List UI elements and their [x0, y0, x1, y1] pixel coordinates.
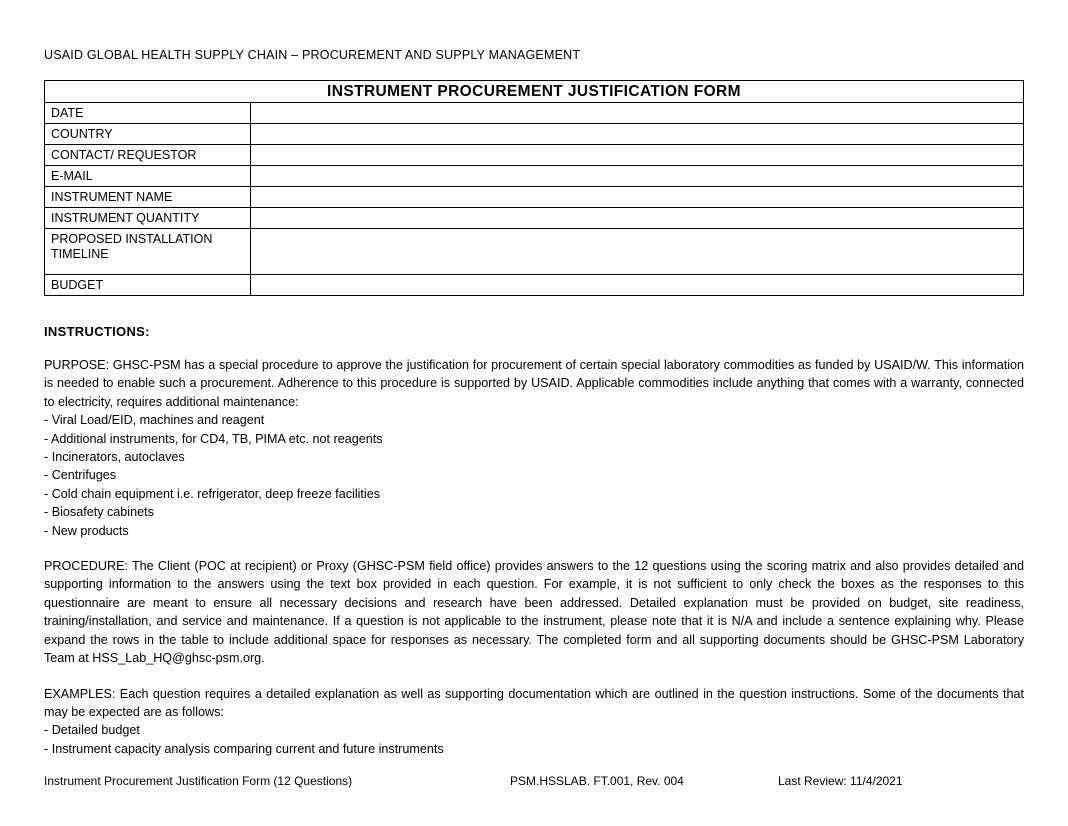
footer-document-name: Instrument Procurement Justification Form (12 Questions) [44, 774, 353, 788]
form-label-date: DATE [45, 103, 251, 124]
form-row-date [45, 103, 1024, 124]
form-row-country [45, 124, 1024, 145]
purpose-list-item: - Additional instruments, for CD4, TB, PIMA etc. not reagents [44, 431, 383, 446]
purpose-list-item: - Viral Load/EID, machines and reagent [44, 413, 265, 428]
form-field-email[interactable] [251, 166, 1024, 187]
footer-last-review: Last Review: 11/4/2021 [778, 774, 903, 788]
form-title-row [45, 81, 1024, 103]
examples-list-item: - Detailed budget [44, 723, 140, 738]
examples-documents-list [44, 721, 1024, 758]
form-field-date[interactable] [251, 103, 1024, 124]
procedure-paragraph: PROCEDURE: The Client (POC at recipient) or Proxy (GHSC-PSM field office) provides answers to the 12 questions using the scoring matrix and also provides detailed and supporting information to the answers using the text box provided in each question. For example, it is not sufficient to only check the boxes as the responses to this questionnaire are meant to ensure all necessary decisions and research have been addressed. Detailed explanation must be provided on budget, site readiness, training/installation, and service and maintenance. If a question is not applicable to the instrument, please note that it is N/A and include a sentence explaining why. Please expand the rows in the table to include additional space for responses as necessary. The completed form and all supporting documents should be GHSC-PSM Laboratory Team at HSS_Lab_HQ@ghsc-psm.org. [44, 559, 1024, 666]
purpose-list-item: - Centrifuges [44, 468, 117, 483]
examples-paragraph: EXAMPLES: Each question requires a detailed explanation as well as supporting documentation which are outlined in the question instructions. Some of the documents that may be expected are as follows: [44, 686, 1024, 719]
instrument-form-table [44, 80, 1024, 296]
purpose-paragraph: PURPOSE: GHSC-PSM has a special procedure to approve the justification for procurement of certain special laboratory commodities as funded by USAID/W. This information is needed to enable such a procurement. Adherence to this procedure is supported by USAID. Applicable commodities include anything that comes with a warranty, connected to electricity, requires additional maintenance: [44, 358, 1024, 409]
purpose-list-item: - Incinerators, autoclaves [44, 450, 185, 465]
form-row-contact-requestor [45, 145, 1024, 166]
form-field-instrument-quantity[interactable] [251, 208, 1024, 229]
form-label-installation-timeline: PROPOSED INSTALLATION TIMELINE [45, 229, 251, 275]
purpose-list-item: - Cold chain equipment i.e. refrigerator, deep freeze facilities [44, 486, 381, 501]
form-row-email [45, 166, 1024, 187]
page-footer [44, 774, 1024, 788]
form-label-email: E-MAIL [45, 166, 251, 187]
form-label-country: COUNTRY [45, 124, 251, 145]
form-row-instrument-quantity [45, 208, 1024, 229]
instructions-heading: INSTRUCTIONS: [44, 324, 150, 339]
form-row-installation-timeline [45, 229, 1024, 275]
document-header-title: USAID GLOBAL HEALTH SUPPLY CHAIN – PROCUREMENT AND SUPPLY MANAGEMENT [44, 48, 581, 62]
form-row-budget [45, 275, 1024, 296]
form-field-installation-timeline[interactable] [251, 229, 1024, 275]
form-label-contact-requestor: CONTACT/ REQUESTOR [45, 145, 251, 166]
form-title: INSTRUMENT PROCUREMENT JUSTIFICATION FORM [45, 81, 1024, 103]
purpose-commodities-list [44, 411, 1024, 540]
form-field-contact-requestor[interactable] [251, 145, 1024, 166]
form-row-instrument-name [45, 187, 1024, 208]
purpose-list-item: - Biosafety cabinets [44, 505, 154, 520]
footer-document-number: PSM.HSSLAB. FT.001, Rev. 004 [510, 774, 684, 788]
form-label-instrument-quantity: INSTRUMENT QUANTITY [45, 208, 251, 229]
form-field-budget[interactable] [251, 275, 1024, 296]
form-field-country[interactable] [251, 124, 1024, 145]
form-field-instrument-name[interactable] [251, 187, 1024, 208]
examples-list-item: - Instrument capacity analysis comparing current and future instruments [44, 741, 444, 756]
form-label-instrument-name: INSTRUMENT NAME [45, 187, 251, 208]
purpose-list-item: - New products [44, 523, 129, 538]
form-label-budget: BUDGET [45, 275, 251, 296]
